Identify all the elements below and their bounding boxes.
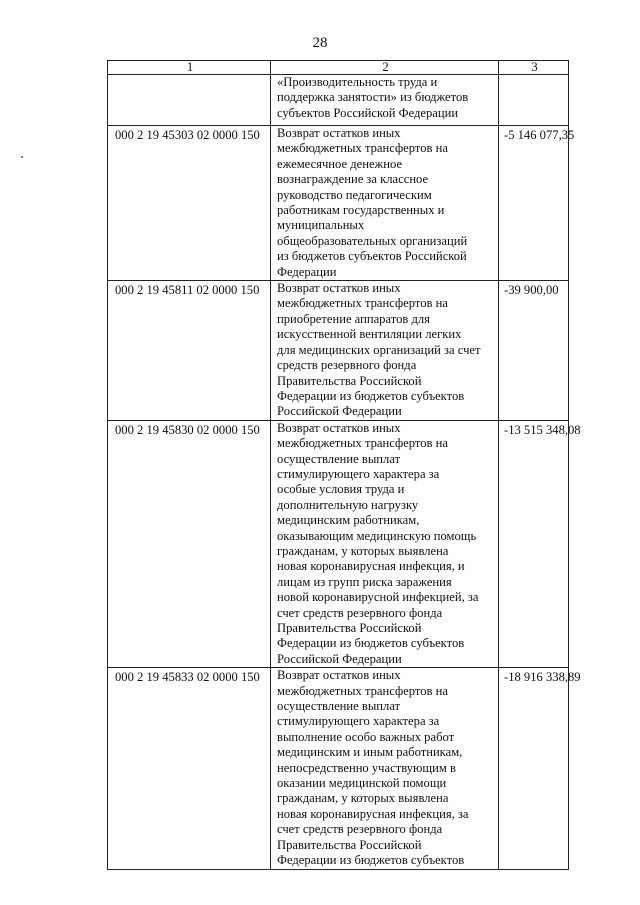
table-header-row xyxy=(108,61,569,75)
table-row xyxy=(108,126,569,281)
code-cell: 000 2 19 45830 02 0000 150 xyxy=(108,420,271,668)
code-cell-empty xyxy=(108,75,271,126)
table-row xyxy=(108,281,569,421)
column-header-2: 2 xyxy=(271,61,499,75)
amount-cell-empty xyxy=(499,75,569,126)
description-cell: Возврат остатков иных межбюджетных трансфертов на осуществление выплат стимулирующего характера за выполнение особо важных работ медицинским и иным работникам, непосредственно участвующим в оказании медицинской помощи гражданам, у которых выявлена новая коронавирусная инфекция, за счет средств резервного фонда Правительства Российской Федерации из бюджетов субъектов xyxy=(271,668,499,869)
table-row-continuation xyxy=(108,75,569,126)
description-cell: «Производительность труда и поддержка занятости» из бюджетов субъектов Российской Федерации xyxy=(271,75,499,126)
page-number: 28 xyxy=(312,35,328,51)
description-cell: Возврат остатков иных межбюджетных трансфертов на осуществление выплат стимулирующего характера за особые условия труда и дополнительную нагрузку медицинским работникам, оказывающим медицинскую помощь гражданам, у которых выявлена новая коронавирусная инфекция, и лицам из групп риска заражения новой коронавирусной инфекцией, за счет средств резервного фонда Правительства Российской Федерации из бюджетов субъектов Российской Федерации xyxy=(271,420,499,668)
description-cell: Возврат остатков иных межбюджетных трансфертов на приобретение аппаратов для искусственной вентиляции легких для медицинских организаций за счет средств резервного фонда Правительства Российской Федерации из бюджетов субъектов Российской Федерации xyxy=(271,281,499,421)
scan-speck xyxy=(21,156,23,158)
amount-cell: -13 515 348,08 xyxy=(499,420,569,668)
code-cell: 000 2 19 45811 02 0000 150 xyxy=(108,281,271,421)
amount-cell: -18 916 338,89 xyxy=(499,668,569,869)
description-cell: Возврат остатков иных межбюджетных трансфертов на ежемесячное денежное вознаграждение за классное руководство педагогическим работникам государственных и муниципальных общеобразовательных организаций из бюджетов субъектов Российской Федерации xyxy=(271,126,499,281)
column-header-3: 3 xyxy=(499,61,569,75)
column-header-1: 1 xyxy=(108,61,271,75)
amount-cell: -39 900,00 xyxy=(499,281,569,421)
code-cell: 000 2 19 45833 02 0000 150 xyxy=(108,668,271,869)
budget-table xyxy=(107,60,581,870)
code-cell: 000 2 19 45303 02 0000 150 xyxy=(108,126,271,281)
table-row xyxy=(108,420,569,668)
table-row xyxy=(108,668,569,869)
amount-cell: -5 146 077,35 xyxy=(499,126,569,281)
